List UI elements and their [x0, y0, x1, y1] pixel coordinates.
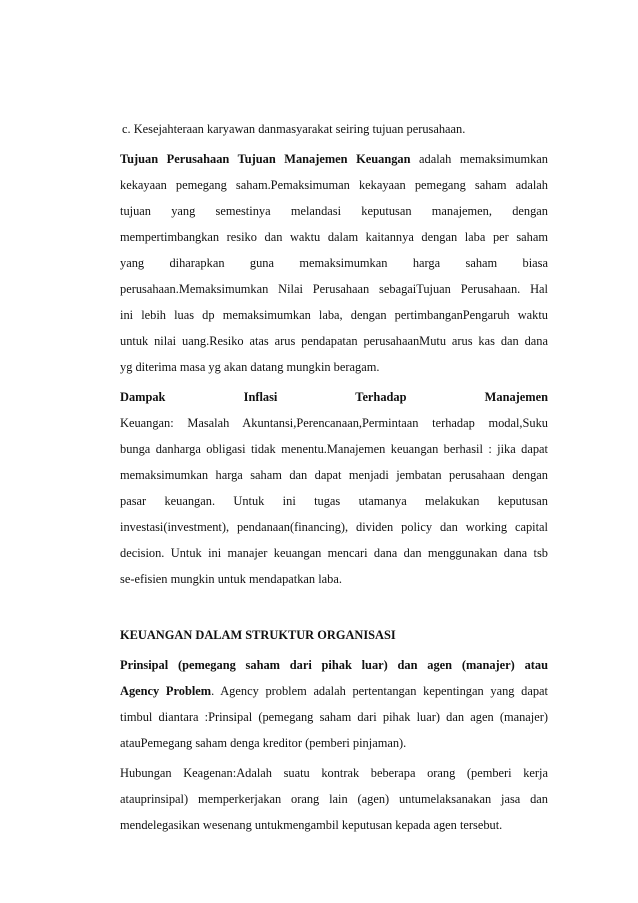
prinsipal-line-3: timbul diantara :Prinsipal (pemegang saham dari pihak luar) dan agen (manajer)	[120, 710, 548, 724]
tujuan-line-1	[120, 151, 548, 167]
prinsipal-line-2	[120, 683, 548, 699]
dampak-line-8: se-efisien mungkin untuk mendapatkan laba.	[120, 572, 342, 586]
tujuan-line-1-rest: adalah memaksimumkan	[410, 152, 548, 166]
dampak-line-6: investasi(investment), pendanaan(financing), dividen policy dan working capital	[120, 520, 548, 534]
tujuan-line-9: yg diterima masa yg akan datang mungkin beragam.	[120, 360, 380, 374]
hubungan-line-2: atauprinsipal) memperkerjakan orang lain (agen) untumelaksanakan jasa dan	[120, 792, 548, 806]
dampak-line-4: memaksimumkan harga saham dan dapat menjadi jembatan perusahaan dengan	[120, 468, 548, 482]
section-title: KEUANGAN DALAM STRUKTUR ORGANISASI	[120, 628, 396, 642]
tujuan-line-3: tujuan yang semestinya melandasi keputusan manajemen, dengan	[120, 204, 548, 218]
tujuan-line-8: untuk nilai uang.Resiko atas arus pendapatan perusahaanMutu arus kas dan dana	[120, 334, 548, 348]
prinsipal-heading-line-1: Prinsipal (pemegang saham dari pihak luar) dan agen (manajer) atau	[120, 658, 548, 672]
tujuan-line-5: yang diharapkan guna memaksimumkan harga saham biasa	[120, 256, 548, 270]
hubungan-line-1: Hubungan Keagenan:Adalah suatu kontrak beberapa orang (pemberi kerja	[120, 766, 548, 780]
dampak-line-7: decision. Untuk ini manajer keuangan mencari dana dan menggunakan dana tsb	[120, 546, 548, 560]
tujuan-line-6: perusahaan.Memaksimumkan Nilai Perusahaan sebagaiTujuan Perusahaan. Hal	[120, 282, 548, 296]
dampak-line-2: Keuangan: Masalah Akuntansi,Perencanaan,Permintaan terhadap modal,Suku	[120, 416, 548, 430]
prinsipal-line-2-rest: . Agency problem adalah pertentangan kepentingan yang dapat	[211, 684, 548, 698]
tujuan-line-4: mempertimbangkan resiko dan waktu dalam kaitannya dengan laba per saham	[120, 230, 548, 244]
dampak-heading: Dampak Inflasi Terhadap Manajemen	[120, 390, 548, 404]
tujuan-line-2: kekayaan pemegang saham.Pemaksimuman kekayaan pemegang saham adalah	[120, 178, 548, 192]
prinsipal-line-4: atauPemegang saham denga kreditor (pemberi pinjaman).	[120, 736, 407, 750]
dampak-line-5: pasar keuangan. Untuk ini tugas utamanya melakukan keputusan	[120, 494, 548, 508]
agency-problem-term: Agency Problem	[120, 684, 212, 698]
dampak-line-3: bunga danharga obligasi tidak menentu.Manajemen keuangan berhasil : jika dapat	[120, 442, 548, 456]
list-item-c: c. Kesejahteraan karyawan danmasyarakat seiring tujuan perusahaan.	[122, 122, 466, 136]
tujuan-line-7: ini lebih luas dp memaksimumkan laba, dengan pertimbanganPengaruh waktu	[120, 308, 548, 322]
tujuan-heading: Tujuan Perusahaan Tujuan Manajemen Keuangan	[120, 152, 411, 166]
hubungan-line-3: mendelegasikan wesenang untukmengambil keputusan kepada agen tersebut.	[120, 818, 503, 832]
